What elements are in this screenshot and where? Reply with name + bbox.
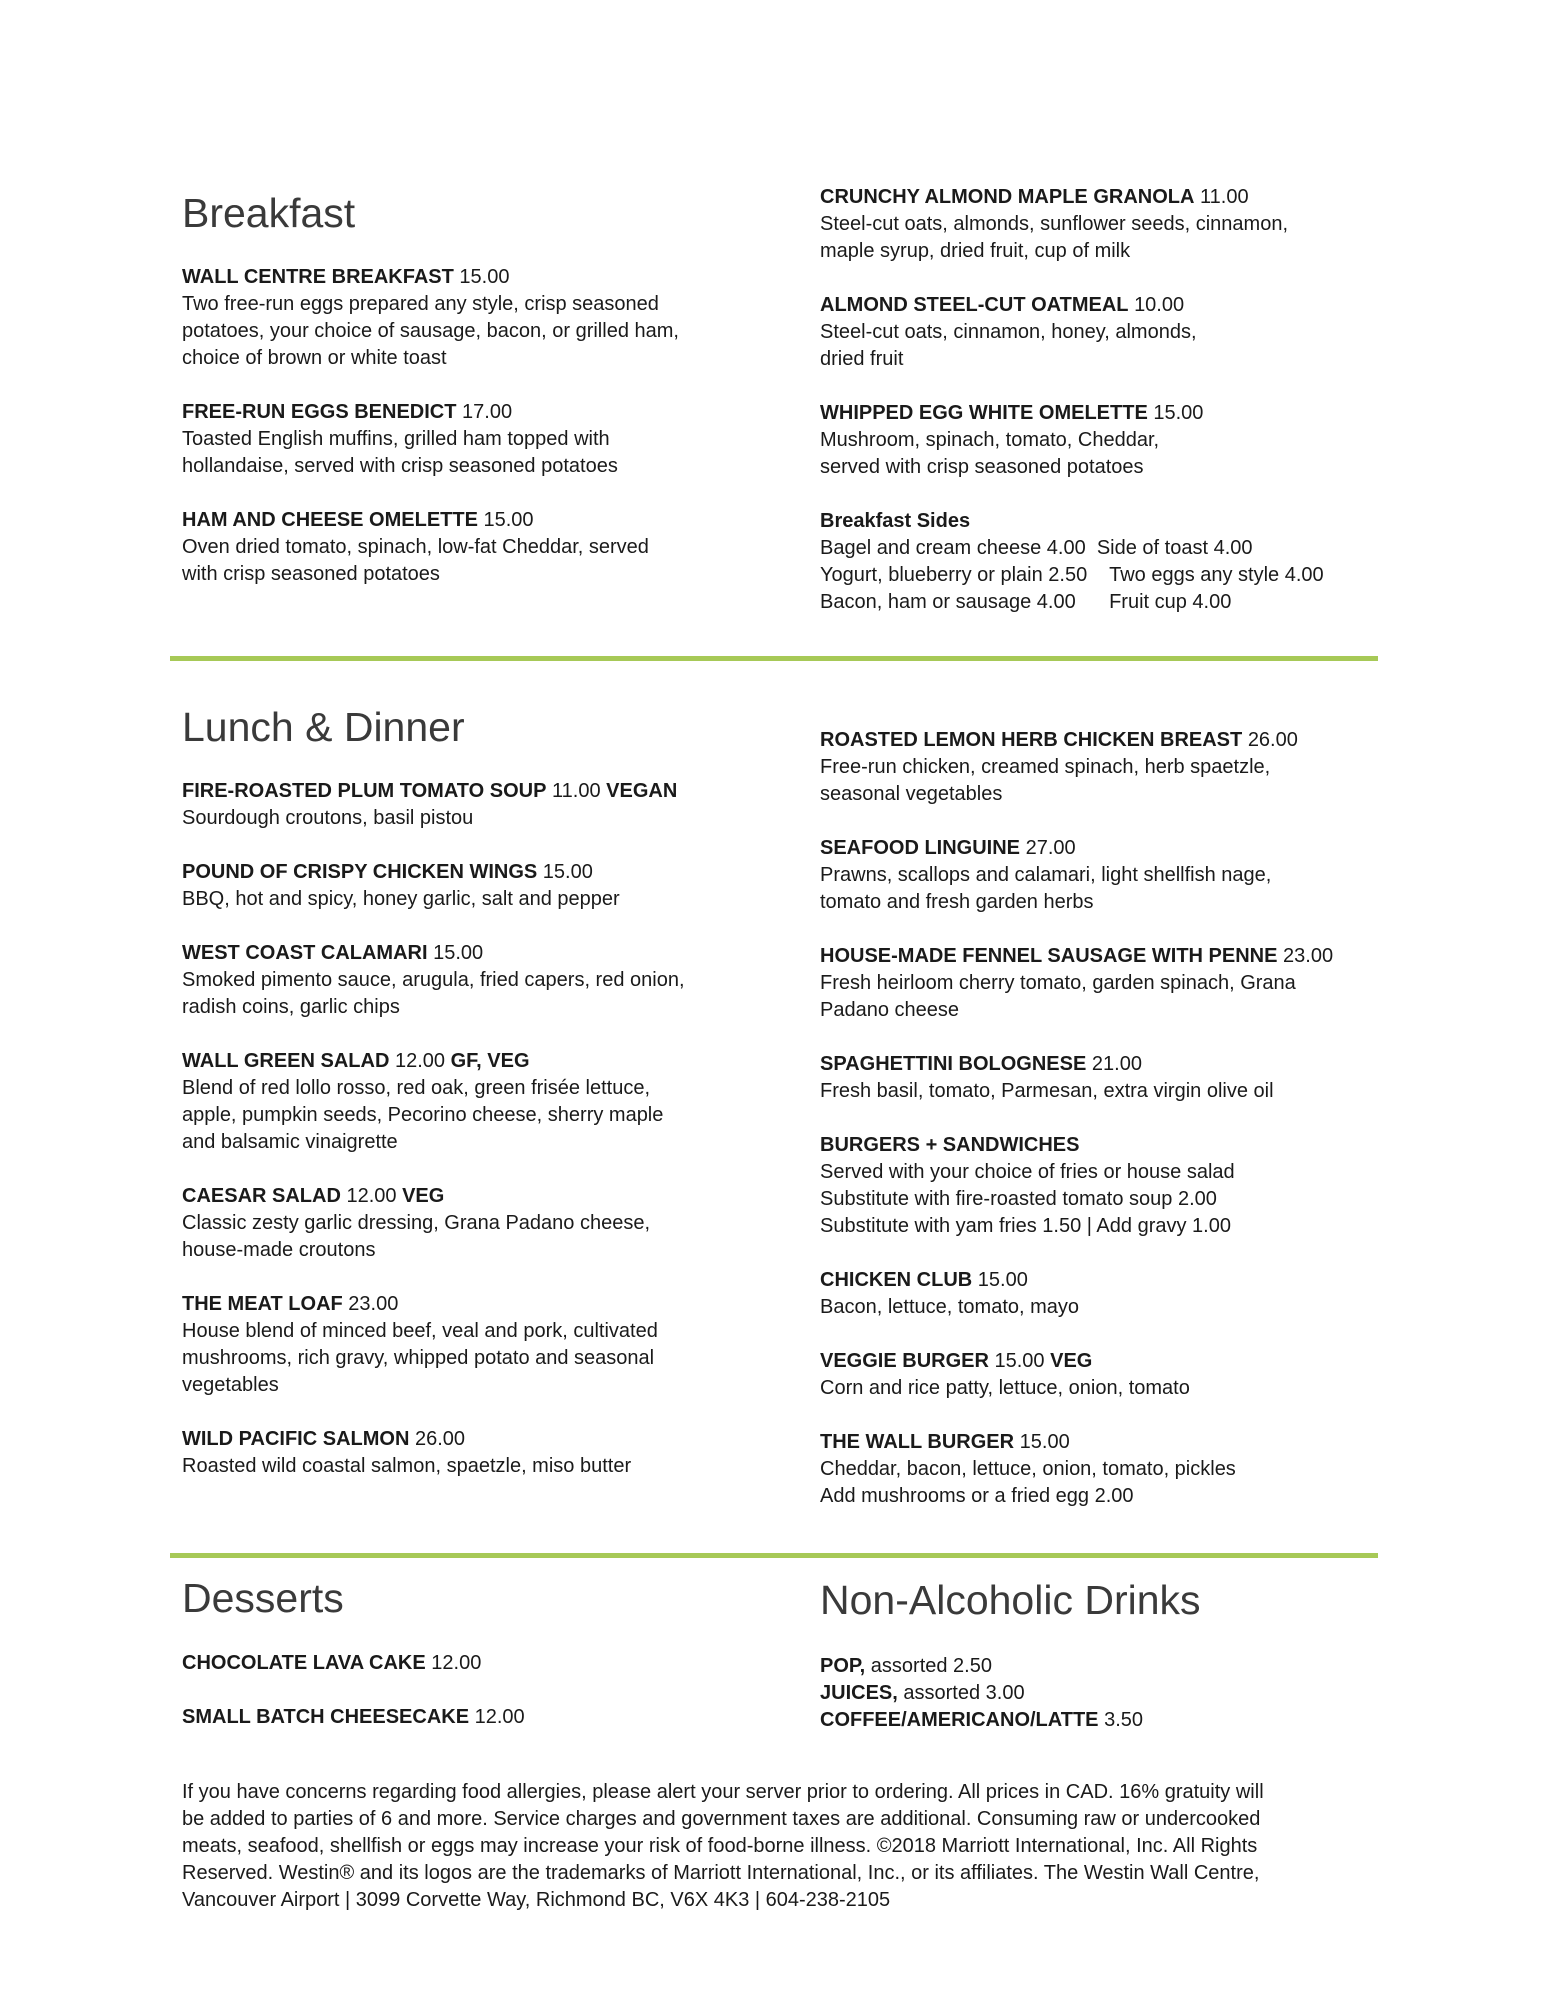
- item-description: assorted 3.00: [903, 1682, 1025, 1704]
- item-name: ROASTED LEMON HERB CHICKEN BREAST: [820, 729, 1243, 751]
- item-description: apple, pumpkin seeds, Pecorino cheese, sherry maple: [182, 1104, 664, 1126]
- item-name: CHOCOLATE LAVA CAKE: [182, 1652, 426, 1674]
- item-description: Classic zesty garlic dressing, Grana Padano cheese,: [182, 1212, 651, 1234]
- item-name: ALMOND STEEL-CUT OATMEAL: [820, 294, 1129, 316]
- item-description: Mushroom, spinach, tomato, Cheddar,: [820, 429, 1160, 451]
- item-description: and balsamic vinaigrette: [182, 1131, 398, 1153]
- footer-line: If you have concerns regarding food allergies, please alert your server prior to ordering. All prices in CAD. 16% gratuity will: [182, 1781, 1264, 1803]
- item-name: HAM AND CHEESE OMELETTE: [182, 509, 478, 531]
- item-description: Roasted wild coastal salmon, spaetzle, miso butter: [182, 1455, 632, 1477]
- menu-item: [182, 1650, 742, 1677]
- item-name: HOUSE-MADE FENNEL SAUSAGE WITH PENNE: [820, 945, 1278, 967]
- item-description: vegetables: [182, 1374, 279, 1396]
- menu-item: [820, 1132, 1380, 1240]
- item-description: Padano cheese: [820, 999, 960, 1021]
- breakfast-title: Breakfast: [182, 190, 356, 236]
- item-description: BBQ, hot and spicy, honey garlic, salt and pepper: [182, 888, 620, 910]
- menu-item: [820, 943, 1380, 1024]
- diet-tag: VEGAN: [606, 780, 678, 802]
- item-description: assorted 2.50: [870, 1655, 992, 1677]
- item-price: 21.00: [1091, 1053, 1142, 1075]
- footer-line: meats, seafood, shellfish or eggs may increase your risk of food-borne illness. ©2018 Marriott International, Inc. All Rights: [182, 1835, 1258, 1857]
- item-description: Toasted English muffins, grilled ham topped with: [182, 428, 610, 450]
- diet-tag: VEG: [1050, 1350, 1093, 1372]
- item-description: 3.50: [1104, 1709, 1144, 1731]
- sides-row: Yogurt, blueberry or plain 2.50 Two eggs any style 4.00: [820, 564, 1324, 586]
- breakfast-sides-title: Breakfast Sides: [820, 510, 971, 532]
- item-name: POUND OF CRISPY CHICKEN WINGS: [182, 861, 538, 883]
- item-name: VEGGIE BURGER: [820, 1350, 989, 1372]
- item-price: 23.00: [348, 1293, 399, 1315]
- desserts-list: [182, 1650, 742, 1731]
- menu-item: [182, 399, 742, 480]
- menu-item: [820, 1051, 1380, 1105]
- desserts-title: Desserts: [182, 1575, 344, 1621]
- lunch-dinner-title: Lunch & Dinner: [182, 704, 465, 750]
- item-name: CAESAR SALAD: [182, 1185, 341, 1207]
- item-name: THE MEAT LOAF: [182, 1293, 343, 1315]
- item-name: BURGERS + SANDWICHES: [820, 1134, 1080, 1156]
- item-price: 15.00: [483, 509, 534, 531]
- item-name: SPAGHETTINI BOLOGNESE: [820, 1053, 1087, 1075]
- item-name: SEAFOOD LINGUINE: [820, 837, 1021, 859]
- item-description: house-made croutons: [182, 1239, 376, 1261]
- item-price: 12.00: [431, 1652, 482, 1674]
- item-description: choice of brown or white toast: [182, 347, 447, 369]
- item-price: 15.00: [1153, 402, 1204, 424]
- item-description: Two free-run eggs prepared any style, crisp seasoned: [182, 293, 659, 315]
- menu-item: [182, 507, 742, 588]
- breakfast-sides: [820, 508, 1380, 616]
- item-name: FIRE-ROASTED PLUM TOMATO SOUP: [182, 780, 547, 802]
- menu-item: [182, 1704, 742, 1731]
- sides-row: Bacon, ham or sausage 4.00 Fruit cup 4.00: [820, 591, 1232, 613]
- item-description: Add mushrooms or a fried egg 2.00: [820, 1485, 1134, 1507]
- item-price: 15.00: [433, 942, 484, 964]
- item-price: 12.00: [474, 1706, 525, 1728]
- lunch-left-column: [182, 778, 742, 1480]
- item-description: Prawns, scallops and calamari, light shellfish nage,: [820, 864, 1272, 886]
- menu-item: [182, 778, 742, 832]
- item-price: 17.00: [462, 401, 513, 423]
- menu-item: [182, 1183, 742, 1264]
- item-description: Oven dried tomato, spinach, low-fat Cheddar, served: [182, 536, 649, 558]
- menu-item: [182, 264, 742, 372]
- menu-item: [182, 1426, 742, 1480]
- menu-item: [820, 1429, 1380, 1510]
- item-price: 26.00: [1247, 729, 1298, 751]
- drinks-list: [820, 1653, 1380, 1734]
- item-description: Blend of red lollo rosso, red oak, green frisée lettuce,: [182, 1077, 651, 1099]
- item-description: dried fruit: [820, 348, 904, 370]
- item-description: Fresh heirloom cherry tomato, garden spinach, Grana: [820, 972, 1296, 994]
- diet-tag: VEG: [402, 1185, 445, 1207]
- lunch-right-column: [820, 727, 1380, 1510]
- item-price: 15.00: [459, 266, 510, 288]
- item-description: tomato and fresh garden herbs: [820, 891, 1094, 913]
- item-description: Bacon, lettuce, tomato, mayo: [820, 1296, 1080, 1318]
- item-description: served with crisp seasoned potatoes: [820, 456, 1144, 478]
- menu-item: [820, 400, 1380, 481]
- footer-line: Vancouver Airport | 3099 Corvette Way, Richmond BC, V6X 4K3 | 604-238-2105: [182, 1889, 891, 1911]
- item-description: with crisp seasoned potatoes: [182, 563, 440, 585]
- item-description: potatoes, your choice of sausage, bacon, or grilled ham,: [182, 320, 679, 342]
- section-divider: [170, 656, 1378, 661]
- item-price: 11.00: [552, 780, 601, 802]
- item-description: Substitute with yam fries 1.50 | Add gravy 1.00: [820, 1215, 1231, 1237]
- footer-line: Reserved. Westin® and its logos are the trademarks of Marriott International, Inc., or its affiliates. The Westin Wall Centre,: [182, 1862, 1260, 1884]
- item-name: POP,: [820, 1655, 866, 1677]
- menu-item: [820, 1348, 1380, 1402]
- item-description: Smoked pimento sauce, arugula, fried capers, red onion,: [182, 969, 685, 991]
- item-description: mushrooms, rich gravy, whipped potato and seasonal: [182, 1347, 655, 1369]
- item-name: JUICES,: [820, 1682, 898, 1704]
- item-name: WALL CENTRE BREAKFAST: [182, 266, 454, 288]
- item-price: 11.00: [1200, 186, 1249, 208]
- item-description: Steel-cut oats, almonds, sunflower seeds, cinnamon,: [820, 213, 1289, 235]
- item-name: WALL GREEN SALAD: [182, 1050, 390, 1072]
- item-price: 12.00: [346, 1185, 397, 1207]
- menu-item: [820, 1267, 1380, 1321]
- menu-item: [182, 1291, 742, 1399]
- breakfast-left-column: [182, 264, 742, 588]
- item-price: 12.00: [394, 1050, 446, 1072]
- item-price: 15.00: [1019, 1431, 1070, 1453]
- item-price: 27.00: [1025, 837, 1076, 859]
- item-description: Steel-cut oats, cinnamon, honey, almonds,: [820, 321, 1197, 343]
- menu-item: [182, 859, 742, 913]
- item-name: COFFEE/AMERICANO/LATTE: [820, 1709, 1099, 1731]
- item-price: 15.00: [994, 1350, 1045, 1372]
- item-name: WILD PACIFIC SALMON: [182, 1428, 410, 1450]
- item-name: WEST COAST CALAMARI: [182, 942, 428, 964]
- item-price: 23.00: [1283, 945, 1334, 967]
- item-name: CHICKEN CLUB: [820, 1269, 973, 1291]
- item-description: maple syrup, dried fruit, cup of milk: [820, 240, 1131, 262]
- item-description: hollandaise, served with crisp seasoned potatoes: [182, 455, 618, 477]
- item-description: Sourdough croutons, basil pistou: [182, 807, 474, 829]
- menu-item: [820, 835, 1380, 916]
- footer-line: be added to parties of 6 and more. Service charges and government taxes are additional. Consuming raw or undercooked: [182, 1808, 1261, 1830]
- menu-item: [820, 292, 1380, 373]
- item-name: WHIPPED EGG WHITE OMELETTE: [820, 402, 1148, 424]
- item-description: Fresh basil, tomato, Parmesan, extra virgin olive oil: [820, 1080, 1274, 1102]
- item-description: Cheddar, bacon, lettuce, onion, tomato, pickles: [820, 1458, 1236, 1480]
- menu-item: [820, 184, 1380, 265]
- item-price: 15.00: [977, 1269, 1028, 1291]
- item-name: FREE-RUN EGGS BENEDICT: [182, 401, 457, 423]
- menu-item: [182, 1048, 742, 1156]
- item-description: Free-run chicken, creamed spinach, herb spaetzle,: [820, 756, 1271, 778]
- item-name: SMALL BATCH CHEESECAKE: [182, 1706, 470, 1728]
- item-description: radish coins, garlic chips: [182, 996, 400, 1018]
- drinks-title: Non-Alcoholic Drinks: [820, 1577, 1201, 1623]
- item-price: 26.00: [414, 1428, 466, 1450]
- sides-row: Bagel and cream cheese 4.00 Side of toast 4.00: [820, 537, 1253, 559]
- item-price: 10.00: [1134, 294, 1185, 316]
- section-divider: [170, 1553, 1378, 1558]
- item-description: House blend of minced beef, veal and pork, cultivated: [182, 1320, 658, 1342]
- diet-tag: GF, VEG: [450, 1050, 530, 1072]
- item-description: Served with your choice of fries or house salad: [820, 1161, 1235, 1183]
- item-name: CRUNCHY ALMOND MAPLE GRANOLA: [820, 186, 1195, 208]
- breakfast-right-column: [820, 184, 1380, 616]
- item-description: seasonal vegetables: [820, 783, 1003, 805]
- item-description: Corn and rice patty, lettuce, onion, tomato: [820, 1377, 1190, 1399]
- menu-item: [820, 727, 1380, 808]
- menu-item: [182, 940, 742, 1021]
- item-name: THE WALL BURGER: [820, 1431, 1015, 1453]
- item-price: 15.00: [542, 861, 593, 883]
- footer-disclaimer: [182, 1779, 1352, 1914]
- item-description: Substitute with fire-roasted tomato soup 2.00: [820, 1188, 1217, 1210]
